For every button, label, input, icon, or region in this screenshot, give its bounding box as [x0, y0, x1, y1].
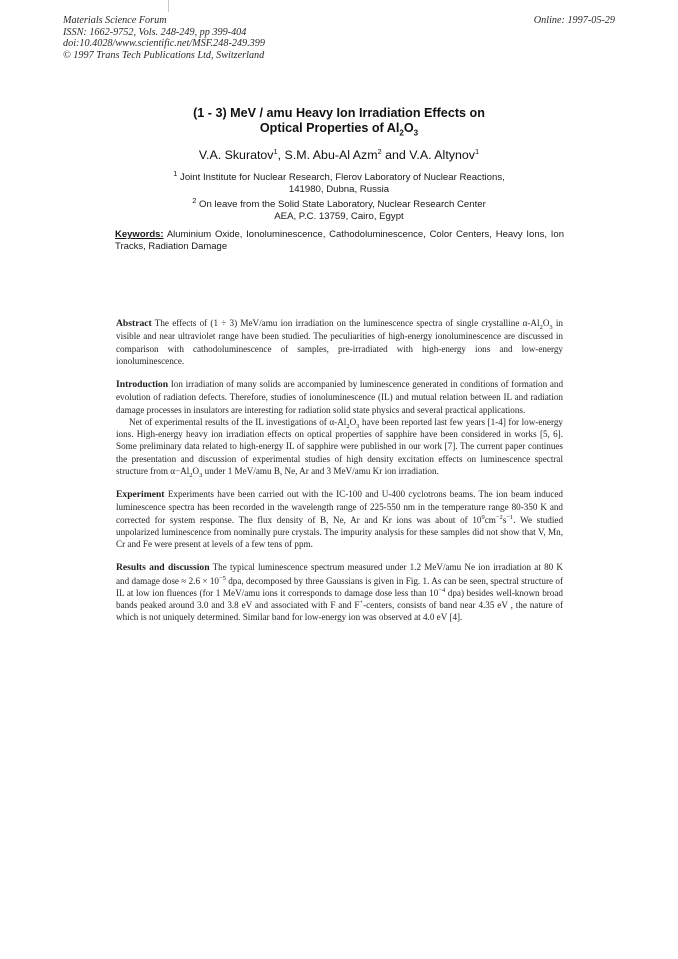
- author-name: , S.M. Abu-Al Azm: [277, 148, 378, 163]
- header-divider-mark: [168, 0, 169, 12]
- experiment-paragraph: Experiment Experiments have been carried out with the IC-100 and U-400 cyclotrons beams. The ion beam induced luminescence spectra has been recorded in the wavelength range of 225-550 nm in the temperature range 80-350 K and corrected for system response. The flux density of B, Ne, Ar and Kr ions was about of $10^9cm^{-2}s^{-1}$. We studied unpolarized luminescence from nominally pure crystals. The impurity analysis for these samples did not show that V, Mn, Cr and Fe were present at levels of a few tens of ppm.: [116, 489, 564, 549]
- keywords: [115, 229, 564, 253]
- doi-line: doi:10.4028/www.scientific.net/MSF.248-249.399: [63, 38, 265, 50]
- issn-line: ISSN: 1662-9752, Vols. 248-249, pp 399-404: [63, 26, 247, 38]
- publication-metadata: [63, 15, 265, 61]
- journal-name: Materials Science Forum: [63, 15, 167, 26]
- online-date: Online: 1997-05-29: [533, 15, 615, 26]
- author-name: V.A. Skuratov: [198, 148, 274, 163]
- author-list: V.A. Skuratov$^1$, S.M. Abu-Al Azm$^2$ and V.A. Altynov$^1$: [198, 147, 480, 163]
- abstract-heading: Abstract: [116, 318, 152, 329]
- title-line-2: Optical Properties of $Al_2O_3$: [259, 121, 419, 138]
- introduction-paragraph: Introduction Ion irradiation of many solids are accompanied by luminescence generated in conditions of formation and evolution of radiation defects. Therefore, studies of ionoluminescence (IL) and mutual relation between IL and radiation damage processes in insulators are interesting for radiation solid state physics and several practical applications.: [116, 379, 563, 415]
- copyright-line: © 1997 Trans Tech Publications Ltd, Switzerland: [63, 49, 265, 61]
- introduction-heading: Introduction: [116, 379, 169, 390]
- paper-body: [116, 317, 563, 635]
- title-line-1: (1 - 3) MeV / amu Heavy Ion Irradiation Effects on: [193, 106, 485, 120]
- affiliation-1: $^1$ Joint Institute for Nuclear Research, Flerov Laboratory of Nuclear Reactions, 141980, Dubna, Russia: [173, 169, 505, 195]
- author-name: and V.A. Altynov: [381, 148, 475, 163]
- keywords-text: Aluminium Oxide, Ionoluminescence, Cathodoluminescence, Color Centers, Heavy Ions, Ion Tracks, Radiation Damage: [115, 229, 564, 252]
- affiliation-2: $^2$ On leave from the Solid State Laboratory, Nuclear Research Center AEA, P.C. 13759, Cairo, Egypt: [192, 196, 486, 222]
- abstract-paragraph: Abstract The effects of (1 ÷ 3) MeV/amu ion irradiation on the luminescence spectra of single crystalline $\alpha-Al_2O_3$ in visible and near ultraviolet range have been studied. The peculiarities of high-energy ionoluminescence are discussed in comparison with cathodoluminescence of samples, pre-irradiated with high-energy ions and low-energy ionoluminescence.: [116, 318, 563, 366]
- results-paragraph: Results and discussion The typical luminescence spectrum measured under 1.2 MeV/amu Ne ion irradiation at 80 K and damage dose ≈ $2.6 \times 10^{-5}$ dpa, decomposed by three Gaussians is given in Fig. 1. As can be seen, spectral structure of IL at low ion fluences (for 1 MeV/amu ions it corresponds to damage dose less than $10^{-4}$ dpa) besides well-known broad bands peaked around 3.0 and 3.8 eV and associated with F and F+-centers, consists of band near 4.35 eV , the nature of which is not uniquely determined. Similar band for low-energy ion was observed at 4.0 eV [4].: [116, 562, 563, 623]
- paper-title: [0, 106, 678, 141]
- keywords-label: Keywords:: [115, 229, 164, 240]
- experiment-heading: Experiment: [116, 489, 165, 500]
- results-heading: Results and discussion: [116, 562, 210, 574]
- introduction-paragraph-2: Net of experimental results of the IL investigations of $\alpha-Al_2O_3$ have been reported last few years [1-4] for low-energy ions. High-energy heavy ion irradiation effects on optical properties of sapphire have been considered in works [5, 6]. Some preliminary data related to high-energy IL of sapphire were published in our work [7]. The current paper continues the presentation and discussion of experimental studies of high density excitation effects on luminescence spectral structure from $\alpha-Al_2O_3$ under 1 MeV/amu B, Ne, Ar and 3 MeV/amu Kr ion irradiation.: [116, 416, 563, 479]
